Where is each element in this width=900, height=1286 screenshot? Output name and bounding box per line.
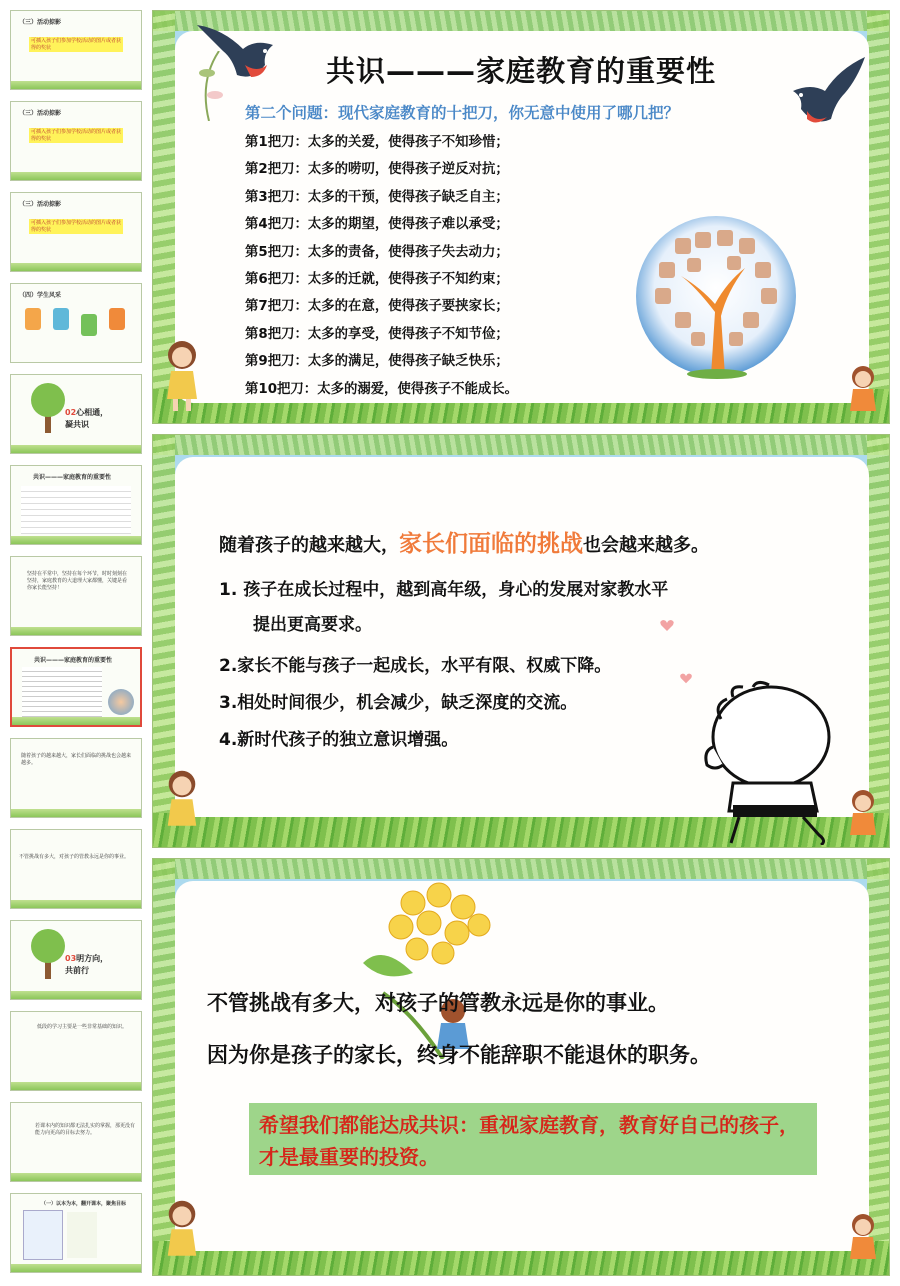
list-item: 第5把刀：太多的责备，使得孩子失去动力； [245, 244, 509, 260]
grass-decoration [11, 445, 141, 453]
thumb-note: 可插入孩子们参加学校活动的图片或者获得的奖状 [31, 220, 122, 233]
challenge-item-1-continued: 提出更高要求。 [253, 615, 372, 635]
grass-decoration [11, 900, 141, 908]
slide-thumbnail-11[interactable] [10, 920, 142, 1000]
thumb-note: 可插入孩子们参加学校活动的图片或者获得的奖状 [31, 129, 122, 142]
grass-decoration [153, 435, 889, 455]
grass-decoration [11, 263, 141, 271]
thumb-text: 若课本内的知识都无法扎实的掌握，那更没有能力向更高的目标去努力。 [35, 1123, 136, 1136]
section-heading [65, 953, 111, 977]
grass-decoration [12, 717, 140, 725]
list-item: 第10把刀：太多的溺爱，使得孩子不能成长。 [245, 381, 519, 397]
challenge-item-4: 4.新时代孩子的独立意识增强。 [219, 730, 459, 750]
slide-thumbnail-3[interactable] [10, 192, 142, 272]
tree-icon [31, 383, 65, 417]
slide-thumbnail-13[interactable] [10, 1102, 142, 1182]
list-item: 第7把刀：太多的在意，使得孩子要挟家长； [245, 299, 509, 315]
flow-box [53, 308, 69, 330]
grass-decoration [11, 1082, 141, 1090]
grass-decoration [11, 536, 141, 544]
textbook-image [67, 1212, 97, 1258]
slide-thumbnail-panel [0, 0, 148, 1286]
cartoon-girl-icon [843, 361, 883, 421]
flow-box [109, 308, 125, 330]
thumb-title: （三）活动掠影 [19, 201, 62, 208]
consensus-callout: 希望我们都能达成共识：重视家庭教育，教育好自己的孩子，才是最重要的投资。 [249, 1103, 817, 1175]
slide-thumbnail-12[interactable] [10, 1011, 142, 1091]
list-item: 第3把刀：太多的干预，使得孩子缺乏自主； [245, 189, 509, 205]
section-number: 03 [65, 954, 77, 963]
slide-thumbnail-14[interactable] [10, 1193, 142, 1273]
slide-title: 共识———家庭教育的重要性 [325, 54, 716, 88]
thumb-title: 共识———家庭教育的重要性 [33, 474, 112, 481]
thumb-title: 共识———家庭教育的重要性 [34, 657, 113, 664]
lead-text: 随着孩子的越来越大， [219, 535, 399, 556]
grass-decoration [11, 991, 141, 999]
photo-tree-icon [108, 689, 134, 715]
thumb-text: 坚持在平常中，坚持在每个环节，时时刻刻在坚持，家庭教育的大道理大家都懂，关键是看你家长能坚持！ [27, 571, 128, 591]
slide-thumbnail-8-selected[interactable] [10, 647, 142, 727]
thumb-title: （三）活动掠影 [19, 19, 62, 26]
section-number: 02 [65, 408, 77, 417]
slide-thumbnail-9[interactable] [10, 738, 142, 818]
grass-decoration [11, 81, 141, 89]
slide-thumbnail-6[interactable] [10, 465, 142, 545]
grass-decoration [11, 809, 141, 817]
thumb-note: 可插入孩子们参加学校活动的图片或者获得的奖状 [31, 38, 122, 51]
cartoon-girl-icon [843, 785, 883, 845]
section-title: 心相通，凝共识 [65, 408, 109, 429]
challenge-item-1: 1. 孩子在成长过程中，越到高年级，身心的发展对家教水平 [219, 580, 669, 600]
thumb-text: 不管挑战有多大，对孩子的管教永远是你的事业。 [19, 854, 130, 860]
cartoon-girl-icon [843, 1209, 883, 1269]
list-item: 第8把刀：太多的享受，使得孩子不知节俭； [245, 326, 509, 342]
grass-decoration [11, 1264, 141, 1272]
text-lines [21, 486, 131, 534]
thumb-title: （一）以本为本，翻开课本，聚焦目标 [41, 1201, 127, 1207]
flow-box [25, 308, 41, 330]
textbook-image [23, 1210, 63, 1260]
statement-line-1: 不管挑战有多大，对孩子的管教永远是你的事业。 [207, 991, 669, 1015]
cartoon-girl-icon [159, 1195, 205, 1271]
cartoon-girl-icon [159, 765, 205, 841]
grass-decoration [11, 1173, 141, 1181]
slide-thumbnail-5[interactable] [10, 374, 142, 454]
family-photo-tree-image [635, 216, 797, 382]
grass-decoration [153, 859, 889, 879]
challenge-item-2: 2.家长不能与孩子一起成长，水平有限、权威下降。 [219, 656, 612, 676]
slide-ten-knives[interactable] [152, 10, 890, 424]
slide-thumbnail-10[interactable] [10, 829, 142, 909]
grass-decoration [11, 172, 141, 180]
list-item: 第4把刀：太多的期望，使得孩子难以承受； [245, 217, 509, 233]
grass-decoration [11, 627, 141, 635]
thumb-title: （四）学生风采 [19, 292, 62, 299]
cartoon-boy-sketch-icon [693, 675, 843, 845]
yellow-flower-with-child-image [343, 873, 503, 1059]
tree-icon [31, 929, 65, 963]
text-lines [22, 667, 102, 717]
lead-text: 也会越来越多。 [583, 535, 709, 556]
knives-list [245, 133, 518, 407]
statement-line-2: 因为你是孩子的家长，终身不能辞职不能退休的职务。 [207, 1043, 711, 1067]
thumb-title: （三）活动掠影 [19, 110, 62, 117]
challenge-item-3: 3.相处时间很少，机会减少，缺乏深度的交流。 [219, 693, 578, 713]
heart-icon [659, 617, 675, 633]
lead-sentence [219, 525, 709, 558]
slide-thumbnail-1[interactable] [10, 10, 142, 90]
list-item: 第6把刀：太多的迁就，使得孩子不知约束； [245, 271, 509, 287]
flow-box [81, 314, 97, 336]
slide-thumbnail-7[interactable] [10, 556, 142, 636]
slide-thumbnail-4[interactable] [10, 283, 142, 363]
heart-icon [679, 671, 693, 685]
section-heading [65, 407, 111, 431]
thumb-text: 随着孩子的越来越大，家长们面临的挑战也会越来越多。 [21, 753, 132, 766]
list-item: 第1把刀：太多的关爱，使得孩子不知珍惜； [245, 135, 509, 150]
slide-challenges[interactable] [152, 434, 890, 848]
slide-subtitle: 第二个问题：现代家庭教育的十把刀，你无意中使用了哪几把？ [245, 104, 680, 122]
list-item: 第2把刀：太多的唠叨，使得孩子逆反对抗； [245, 162, 509, 178]
slide-parent-role[interactable] [152, 858, 890, 1276]
list-item: 第9把刀：太多的满足，使得孩子缺乏快乐； [245, 354, 509, 370]
slide-thumbnail-2[interactable] [10, 101, 142, 181]
lead-highlight: 家长们面临的挑战 [399, 531, 583, 557]
section-title: 明方向，共前行 [65, 954, 109, 975]
thumb-text: 低段的学习主要是一些非常基础的知识。 [37, 1024, 128, 1030]
cartoon-girl-icon [159, 335, 205, 415]
